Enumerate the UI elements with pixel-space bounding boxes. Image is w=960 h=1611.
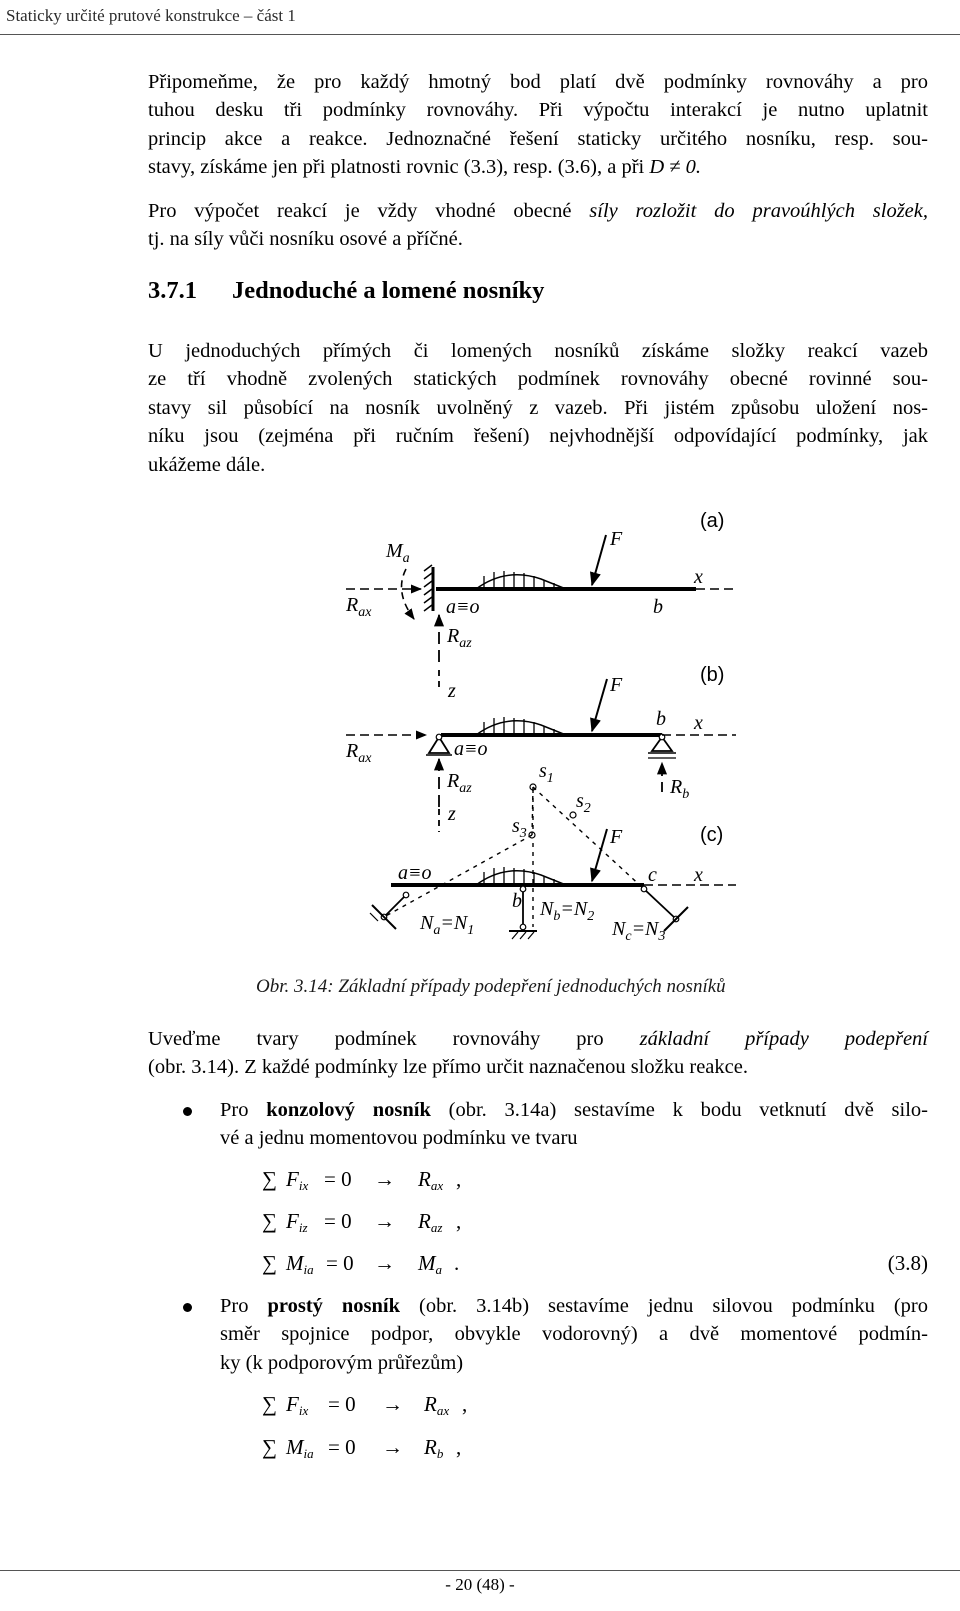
emphasis-text: základní případy podepření — [639, 1028, 928, 1050]
eq-lhs: $M_{ia}$ — [286, 1435, 314, 1461]
text-line — [220, 1096, 928, 1124]
eq-equals: = 0 — [328, 1392, 356, 1416]
label-point-b: b — [512, 890, 522, 912]
section-number: 3.7.1 — [148, 277, 197, 304]
eq-equals: = 0 — [324, 1209, 352, 1233]
text-line-part: (obr. 3.14b) sestavíme jednu silovou podmínku (pro — [400, 1295, 929, 1317]
text-line: tj. na síly vůči nosníku osové a příčné. — [148, 228, 463, 251]
bullet-cantilever — [220, 1096, 928, 1153]
label-a-eq-o: a≡o — [446, 596, 480, 618]
bold-term: prostý nosník — [267, 1295, 401, 1317]
section-paragraph — [148, 337, 928, 479]
equation-number: (3.8) — [887, 1251, 928, 1275]
header-title: Staticky určité prutové konstrukce – část 1 — [6, 6, 296, 25]
intro-paragraph-2 — [148, 197, 928, 254]
text-line-part: stavy, získáme jen při platnosti rovnic (3.3), resp. (3.6), a při — [148, 156, 650, 179]
eq-arrow: → — [374, 1251, 395, 1275]
eq-rhs: $R_b$ — [424, 1435, 444, 1461]
text-line — [220, 1292, 928, 1320]
section-heading — [148, 277, 544, 305]
figure-drawing — [326, 487, 748, 961]
eq-tail: . — [454, 1251, 460, 1275]
sum-symbol: ∑ — [262, 1251, 277, 1275]
after-figure-paragraph — [148, 1025, 928, 1082]
label-a-eq-o: a≡o — [454, 738, 488, 760]
eq-lhs: $F_{iz}$ — [286, 1209, 308, 1235]
page-header — [0, 0, 960, 38]
text-line-part: (obr. 3.14a) sestavíme k bodu vetknutí dvě silo- — [430, 1099, 928, 1121]
label-case-a: (a) — [700, 510, 725, 532]
label-axis-x: x — [694, 712, 703, 734]
text-line-part: Pro — [220, 1099, 267, 1121]
text-line-part: Pro výpočet reakcí je vždy vhodné obecné — [148, 200, 590, 222]
text-line — [148, 153, 928, 181]
text-line: (obr. 3.14). Z každé podmínky lze přímo určit naznačenou složku reakce. — [148, 1056, 748, 1079]
sum-symbol: ∑ — [262, 1167, 277, 1191]
sum-symbol: ∑ — [262, 1435, 277, 1459]
label-Rb: $R_b$ — [670, 776, 690, 802]
text-line: ze tří vhodně zvolených statických podmínek rovnováhy obecné rovinné sou- — [148, 368, 928, 391]
eq-tail: , — [456, 1209, 462, 1233]
label-Rax: $R_{ax}$ — [346, 594, 372, 620]
label-Raz: $R_{az}$ — [447, 770, 472, 796]
label-point-b: b — [656, 708, 666, 730]
label-axis-z: z — [448, 803, 456, 825]
eq-equals: = 0 — [328, 1435, 356, 1459]
intro-paragraph — [148, 68, 928, 182]
eq-tail: , — [462, 1392, 468, 1416]
label-point-b: b — [653, 596, 663, 618]
eq-lhs: $F_{ix}$ — [286, 1167, 309, 1193]
sum-symbol: ∑ — [262, 1209, 277, 1233]
text-line: U jednoduchých přímých či lomených nosníků získáme složky reakcí vazeb — [148, 340, 928, 362]
footer-rule — [0, 1570, 960, 1571]
eq-rhs: $M_a$ — [418, 1251, 442, 1277]
eq-arrow: → — [374, 1167, 395, 1191]
label-force-F: F — [610, 528, 623, 550]
text-line-part: Uveďme tvary podmínek rovnováhy pro — [148, 1028, 640, 1050]
bullet-marker — [183, 1107, 192, 1116]
label-axis-x: x — [694, 566, 703, 588]
label-Nc-N3: $N_c=N_3$ — [612, 918, 666, 944]
text-line — [148, 1025, 928, 1053]
eq-rhs: $R_{az}$ — [418, 1209, 443, 1235]
label-Raz: $R_{az}$ — [447, 625, 472, 651]
eq-lhs: $F_{ix}$ — [286, 1392, 309, 1418]
label-case-b: (b) — [700, 664, 725, 686]
eq-arrow: → — [374, 1209, 395, 1233]
label-point-c: c — [648, 864, 657, 886]
header-rule — [0, 34, 960, 35]
label-s1: $s_1$ — [539, 760, 554, 786]
eq-tail: , — [456, 1167, 462, 1191]
text-line: směr spojnice podpor, obvykle vodorovný) a dvě momentové podmín- — [220, 1323, 928, 1346]
label-s2: $s_2$ — [576, 790, 591, 816]
eq-equals: = 0 — [324, 1167, 352, 1191]
label-Nb-N2: $N_b=N_2$ — [540, 898, 595, 924]
text-line: ky (k podporovým průřezům) — [220, 1351, 464, 1374]
section-title: Jednoduché a lomené nosníky — [232, 277, 545, 304]
text-line: ukážeme dále. — [148, 453, 266, 476]
eq-rhs: $R_{ax}$ — [424, 1392, 450, 1418]
beam-support-figure — [326, 487, 748, 961]
text-line: tuhou desku tři podmínky rovnováhy. Při výpočtu interakcí je nutno uplatnit — [148, 99, 928, 122]
label-force-F: F — [610, 674, 623, 696]
label-case-c: (c) — [700, 824, 724, 846]
bullet-simple-beam — [220, 1292, 928, 1377]
eq-equals: = 0 — [326, 1251, 354, 1275]
eq-tail: , — [456, 1435, 462, 1459]
case-a-cantilever — [345, 510, 736, 702]
bullet-marker — [183, 1303, 192, 1312]
eq-lhs: $M_{ia}$ — [286, 1251, 314, 1277]
label-axis-x: x — [694, 864, 703, 886]
text-line: stavy sil působící na nosník uvolněný z vazeb. Při jistém způsobu uložení nos- — [148, 396, 928, 419]
text-line: níku jsou (zejména při ručním řešení) nejvhodnější odpovídající podmínky, jak — [148, 425, 928, 448]
eq-rhs: $R_{ax}$ — [418, 1167, 444, 1193]
label-Na-N1: $N_a=N_1$ — [420, 912, 475, 938]
bold-term: konzolový nosník — [266, 1099, 431, 1121]
figure-caption: Obr. 3.14: Základní případy podepření jednoduchých nosníků — [256, 976, 726, 997]
label-s3: $s_3$ — [512, 815, 527, 841]
sum-symbol: ∑ — [262, 1392, 277, 1416]
label-Rax: $R_{ax}$ — [346, 740, 372, 766]
text-line: vé a jednu momentovou podmínku ve tvaru — [220, 1127, 578, 1150]
emphasis-text: síly rozložit do pravoúhlých složek, — [589, 200, 928, 222]
eq-arrow: → — [382, 1435, 403, 1459]
label-force-F: F — [610, 826, 623, 848]
eq-arrow: → — [382, 1392, 403, 1416]
text-line: Připomeňme, že pro každý hmotný bod platí dvě podmínky rovnováhy a pro — [148, 71, 928, 93]
text-line: princip akce a reakce. Jednoznačné řešení staticky určitého nosníku, resp. sou- — [148, 127, 928, 150]
text-line-part: Pro — [220, 1295, 268, 1317]
label-a-eq-o: a≡o — [398, 862, 432, 884]
text-line — [148, 197, 928, 225]
label-Ma: $M_a$ — [386, 540, 410, 566]
label-axis-z: z — [448, 680, 456, 702]
determinant-condition: D ≠ 0. — [649, 156, 702, 179]
page-number: - 20 (48) - — [445, 1575, 515, 1594]
